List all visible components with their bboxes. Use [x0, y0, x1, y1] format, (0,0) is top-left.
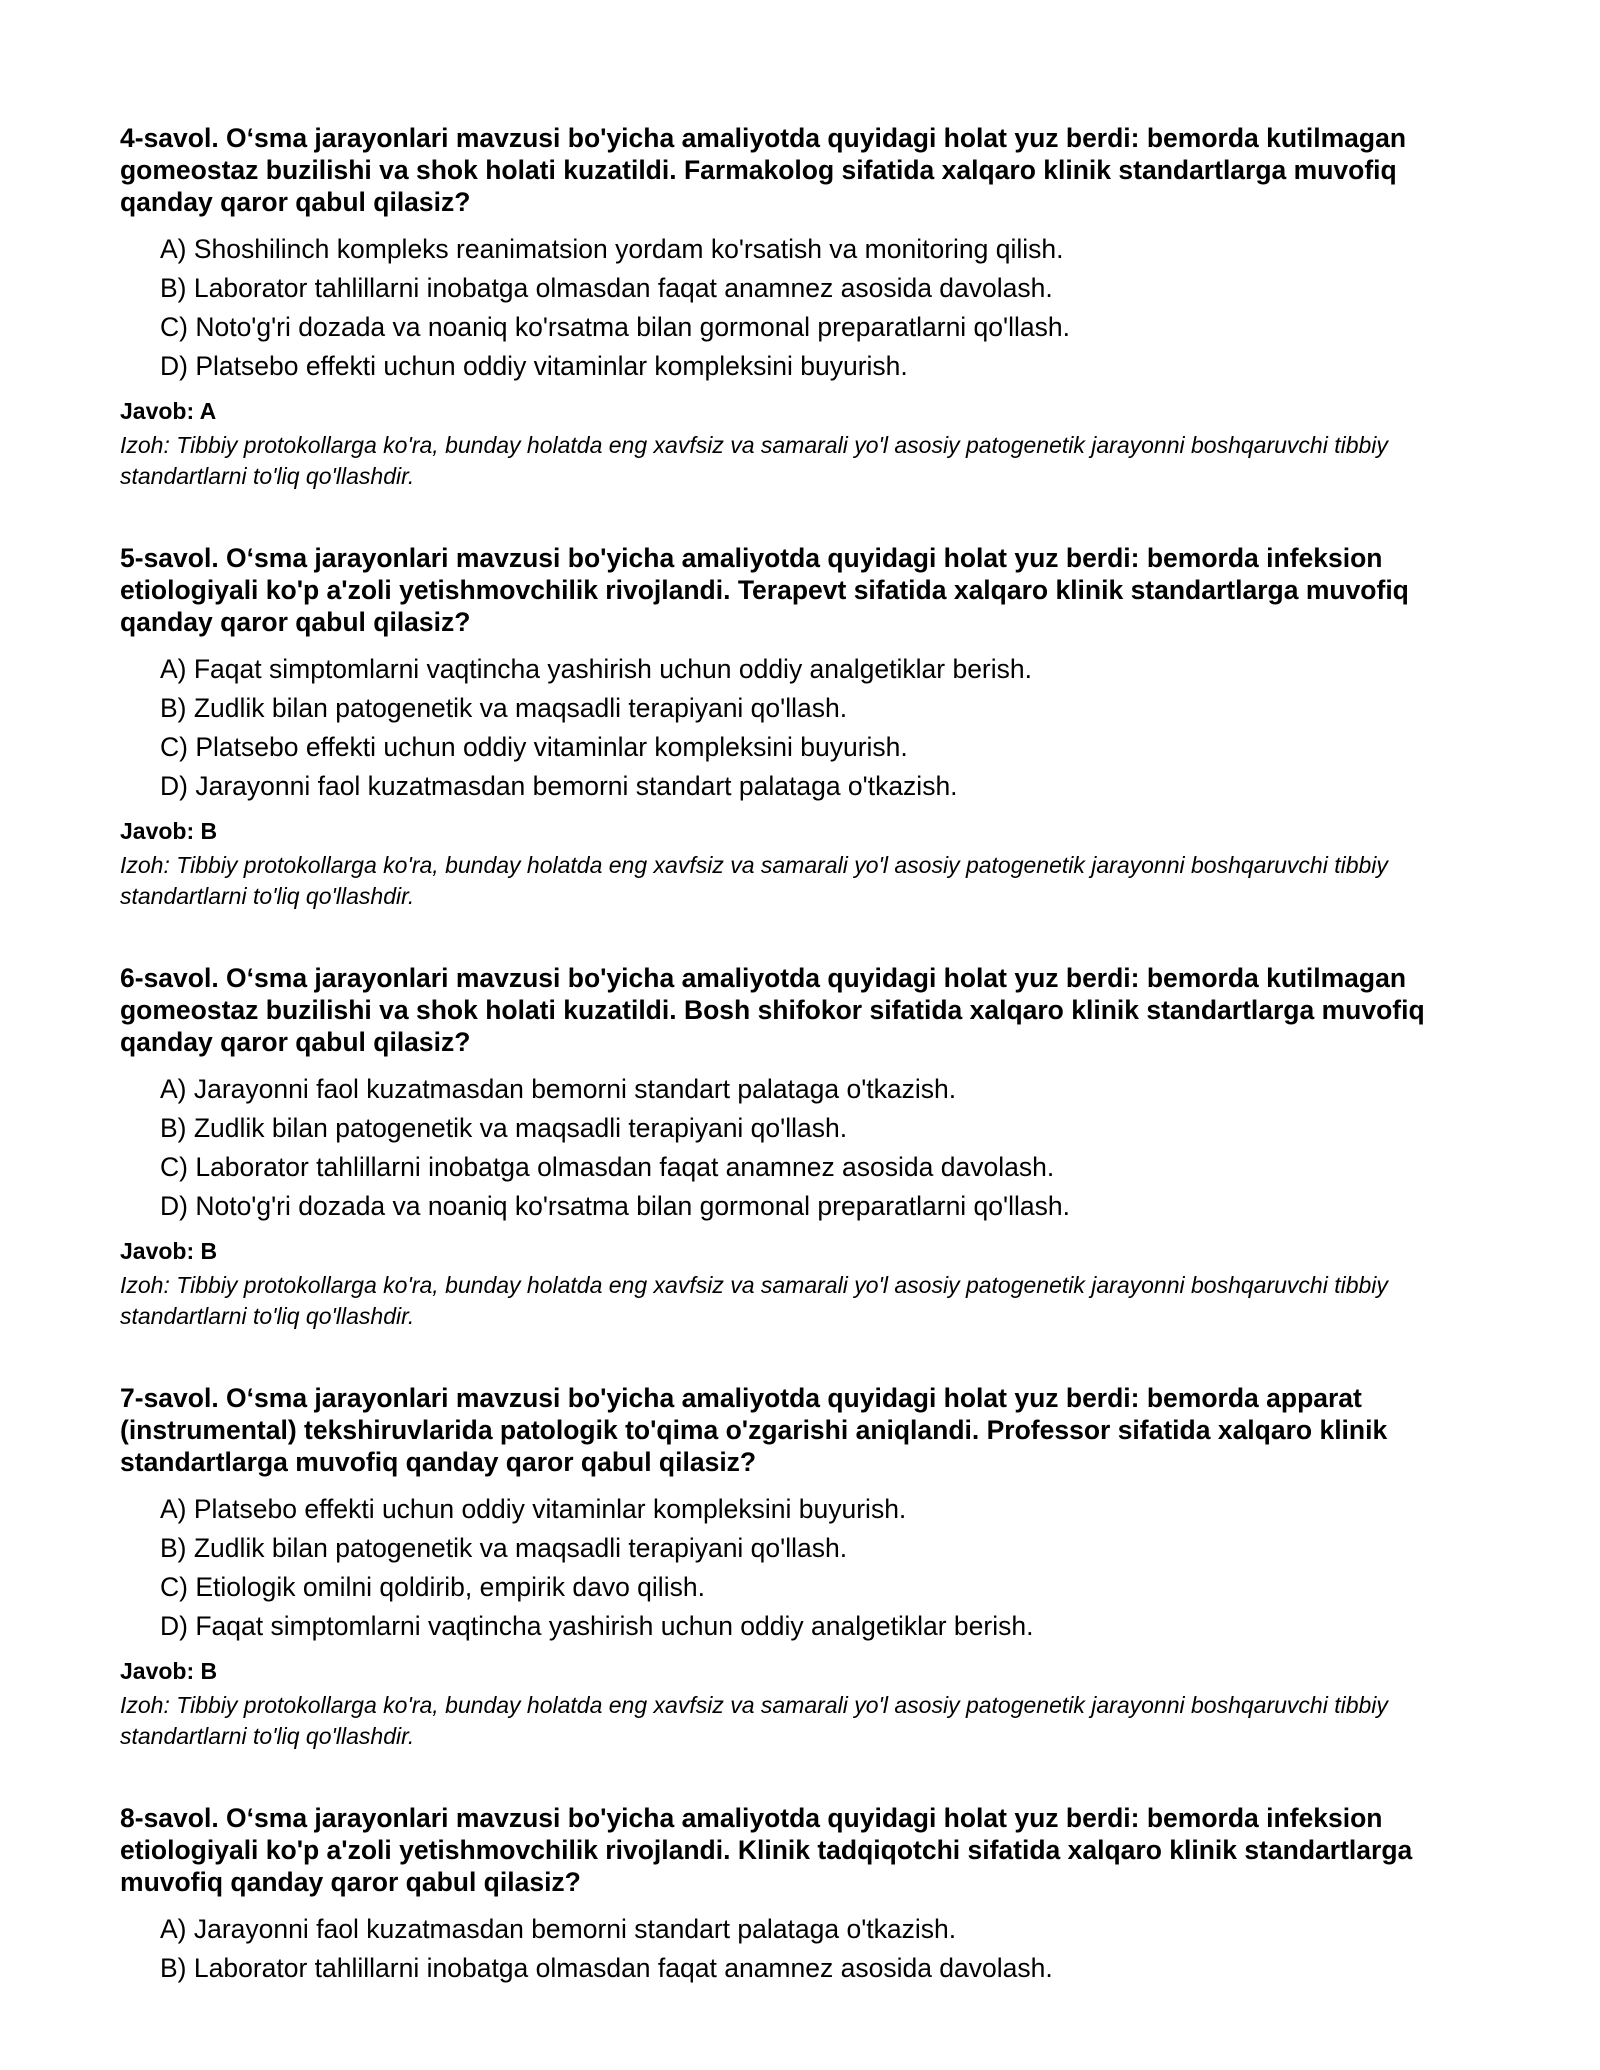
option-c: C) Platsebo effekti uchun oddiy vitaminlar kompleksini buyurish. [160, 732, 908, 762]
question-7 [120, 1382, 1490, 1752]
question-text: 6-savol. O‘sma jarayonlari mavzusi bo'yicha amaliyotda quyidagi holat yuz berdi: bemorda kutilmagan gomeostaz buzilishi va shok holati kuzatildi. Bosh shifokor sifatida xalqaro klinik standartlarga muvofiq qanday qaror qabul qilasiz? [120, 963, 1425, 1057]
option-b: B) Zudlik bilan patogenetik va maqsadli terapiyani qo'llash. [160, 1113, 848, 1143]
option-b: B) Laborator tahlillarni inobatga olmasdan faqat anamnez asosida davolash. [160, 1953, 1053, 1983]
option-list [120, 230, 1490, 386]
question-5 [120, 542, 1490, 912]
option-c: C) Laborator tahlillarni inobatga olmasdan faqat anamnez asosida davolash. [160, 1152, 1055, 1182]
option-b: B) Zudlik bilan patogenetik va maqsadli terapiyani qo'llash. [160, 693, 848, 723]
option-b: B) Zudlik bilan patogenetik va maqsadli terapiyani qo'llash. [160, 1533, 848, 1563]
option-d: D) Faqat simptomlarni vaqtincha yashirish uchun oddiy analgetiklar berish. [160, 1611, 1034, 1641]
answer-label: Javob: B [120, 1658, 218, 1684]
option-a: A) Platsebo effekti uchun oddiy vitaminlar kompleksini buyurish. [160, 1494, 907, 1524]
option-c: C) Etiologik omilni qoldirib, empirik davo qilish. [160, 1572, 705, 1602]
question-text: 5-savol. O‘sma jarayonlari mavzusi bo'yicha amaliyotda quyidagi holat yuz berdi: bemorda infeksion etiologiyali ko'p a'zoli yetishmovchilik rivojlandi. Terapevt sifatida xalqaro klinik standartlarga muvofiq qanday qaror qabul qilasiz? [120, 543, 1409, 637]
option-list [120, 1070, 1490, 1226]
question-text: 8-savol. O‘sma jarayonlari mavzusi bo'yicha amaliyotda quyidagi holat yuz berdi: bemorda infeksion etiologiyali ko'p a'zoli yetishmovchilik rivojlandi. Klinik tadqiqotchi sifatida xalqaro klinik standartlarga muvofiq qanday qaror qabul qilasiz? [120, 1803, 1413, 1897]
option-d: D) Noto'g'ri dozada va noaniq ko'rsatma bilan gormonal preparatlarni qo'llash. [160, 1191, 1070, 1221]
question-text: 7-savol. O‘sma jarayonlari mavzusi bo'yicha amaliyotda quyidagi holat yuz berdi: bemorda apparat (instrumental) tekshiruvlarida patologik to'qima o'zgarishi aniqlandi. Professor sifatida xalqaro klinik standartlarga muvofiq qanday qaror qabul qilasiz? [120, 1383, 1388, 1477]
answer-label: Javob: B [120, 1238, 218, 1264]
question-text: 4-savol. O‘sma jarayonlari mavzusi bo'yicha amaliyotda quyidagi holat yuz berdi: bemorda kutilmagan gomeostaz buzilishi va shok holati kuzatildi. Farmakolog sifatida xalqaro klinik standartlarga muvofiq qanday qaror qabul qilasiz? [120, 123, 1407, 217]
option-a: A) Faqat simptomlarni vaqtincha yashirish uchun oddiy analgetiklar berish. [160, 654, 1032, 684]
option-list [120, 650, 1490, 806]
option-d: D) Jarayonni faol kuzatmasdan bemorni standart palataga o'tkazish. [160, 771, 958, 801]
answer-label: Javob: B [120, 818, 218, 844]
option-b: B) Laborator tahlillarni inobatga olmasdan faqat anamnez asosida davolash. [160, 273, 1053, 303]
option-c: C) Noto'g'ri dozada va noaniq ko'rsatma bilan gormonal preparatlarni qo'llash. [160, 312, 1070, 342]
option-a: A) Jarayonni faol kuzatmasdan bemorni standart palataga o'tkazish. [160, 1074, 957, 1104]
question-4 [120, 122, 1490, 492]
explanation-note: Izoh: Tibbiy protokollarga ko'ra, bunday holatda eng xavfsiz va samarali yo'l asosiy patogenetik jarayonni boshqaruvchi tibbiy standartlarni to'liq qo'llashdir. [120, 432, 1388, 489]
option-list [120, 1910, 1490, 1988]
option-d: D) Platsebo effekti uchun oddiy vitaminlar kompleksini buyurish. [160, 351, 908, 381]
explanation-note: Izoh: Tibbiy protokollarga ko'ra, bunday holatda eng xavfsiz va samarali yo'l asosiy patogenetik jarayonni boshqaruvchi tibbiy standartlarni to'liq qo'llashdir. [120, 1692, 1388, 1749]
question-6 [120, 962, 1490, 1332]
option-a: A) Jarayonni faol kuzatmasdan bemorni standart palataga o'tkazish. [160, 1914, 957, 1944]
option-a: A) Shoshilinch kompleks reanimatsion yordam ko'rsatish va monitoring qilish. [160, 234, 1064, 264]
explanation-note: Izoh: Tibbiy protokollarga ko'ra, bunday holatda eng xavfsiz va samarali yo'l asosiy patogenetik jarayonni boshqaruvchi tibbiy standartlarni to'liq qo'llashdir. [120, 1272, 1388, 1329]
document-page [120, 122, 1490, 2038]
option-list [120, 1490, 1490, 1646]
answer-label: Javob: A [120, 398, 217, 424]
explanation-note: Izoh: Tibbiy protokollarga ko'ra, bunday holatda eng xavfsiz va samarali yo'l asosiy patogenetik jarayonni boshqaruvchi tibbiy standartlarni to'liq qo'llashdir. [120, 852, 1388, 909]
question-8 [120, 1802, 1490, 1988]
